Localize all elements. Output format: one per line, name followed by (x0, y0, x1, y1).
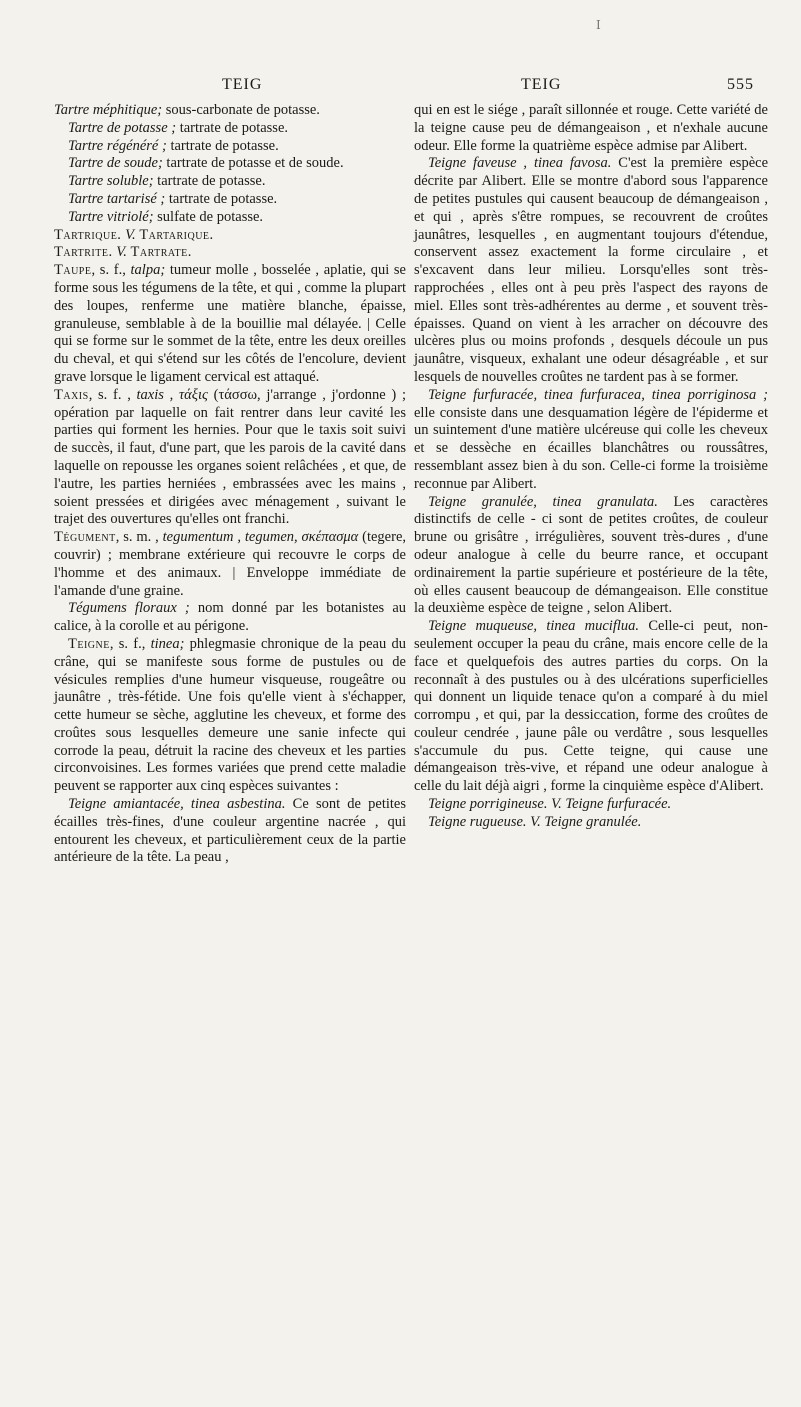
entry-paragraph (54, 138, 406, 156)
entry-paragraph (414, 814, 768, 832)
entry-term: V. (112, 244, 127, 261)
entry-paragraph (54, 209, 406, 227)
entry-grammar: , s. m. , (115, 529, 163, 546)
entry-definition: Celle-ci peut, non-seulement occuper la peau du crâne, mais encore celle de la face et quelquefois des autres parties du corps. On la reconnaît à des pustules ou à des ulcérations superficielles qui donnent un liquide tenace qu'on a comparé à du miel corrompu , et qui, par la dessiccation, forme des croûtes de couleur cendrée , jaune pâle ou verdâtre , sous lesquelles s'accumule du pus. Cette teigne, qui cause une démangeaison très-vive, et répand une odeur analogue à celle du lait déjà aigri , forme la cinquième espèce d'Alibert. (414, 618, 769, 795)
entry-headword: Teigne (68, 635, 110, 652)
entry-crossref: Tartrate. (130, 244, 192, 261)
entry-headword: Tartrite. (54, 244, 113, 261)
entry-definition: tartrate de potasse et de soude. (162, 155, 344, 172)
corner-mark: I (596, 18, 601, 32)
entry-paragraph (54, 173, 406, 191)
entry-term: Tégumens floraux ; (68, 600, 190, 617)
page-number: 555 (727, 76, 754, 93)
entry-crossref: Tartarique. (139, 226, 214, 243)
entry-definition: tumeur molle , bosselée , aplatie, qui se forme sous les tégumens de la tête, et qui , comme la plupart des loupes, renferme une matière blanche, épaisse, granuleuse, semblable à de la bouillie mal délayée. | Celle qui se forme sur le sommet de la tête, entre les deux oreilles du cheval, et qui s'étend sur les côtés de l'encolure, devient grave lorsque le ligament cervical est attaqué. (54, 262, 406, 385)
entry-paragraph (54, 102, 406, 120)
entry-paragraph (54, 529, 406, 600)
entry-latin-term: talpa; (130, 262, 166, 279)
entry-paragraph (414, 102, 768, 155)
entry-definition: (tegere, couvrir) ; membrane extérieure qui recouvre le corps de l'homme et des animaux. | Enveloppe immédiate de l'amande d'une graine. (54, 529, 407, 599)
entry-definition: qui en est le siége , paraît sillonnée et rouge. Cette variété de la teigne cause peu de démangeaison , et n'exhale aucune odeur. Elle forme la quatrième espèce admise par Alibert. (414, 102, 768, 154)
entry-paragraph (414, 618, 768, 796)
entry-paragraph (54, 636, 406, 796)
entry-paragraph (54, 120, 406, 138)
entry-term: Tartre vitriolé; (68, 208, 154, 225)
entry-definition: sulfate de potasse. (153, 208, 264, 225)
entry-definition: phlegmasie chronique de la peau du crâne, qui se manifeste sous forme de pustules ou de vésicules remplies d'une humeur visqueuse, rougeâtre ou jaunâtre , très-fétide. Une fois qu'elle vient à s'échapper, cette humeur se sèche, agglutine les cheveux, et forme des croûtes sous lesquelles demeure une sanie infecte qui corrode la peau, détruit la racine des cheveux et les parties circonvoisines. Les formes variées que prend cette maladie peuvent se rapporter aux cinq espèces suivantes : (54, 635, 406, 795)
entry-definition: sous-carbonate de potasse. (162, 102, 320, 118)
entry-term: Teigne faveuse , tinea favosa. (428, 155, 612, 172)
entry-term: Teigne amiantacée, tinea asbestina. (68, 796, 286, 813)
entry-paragraph (414, 494, 768, 619)
entry-paragraph (414, 387, 768, 494)
entry-paragraph (54, 155, 406, 173)
entry-definition: tartrate de potasse. (153, 173, 266, 190)
right-column (414, 102, 768, 832)
entry-term: Tartre tartarisé ; (68, 190, 166, 207)
entry-headword: Taxis (54, 386, 89, 403)
entry-definition: tartrate de potasse. (176, 119, 289, 136)
entry-definition: tartrate de potasse. (165, 190, 278, 207)
entry-term: Tartre méphitique; (54, 102, 163, 118)
entry-definition: nom donné par les botanistes au calice, à la corolle et au périgone. (54, 600, 407, 635)
entry-definition: elle consiste dans une desquamation légère de l'épiderme et un suintement d'une matière ulcéreuse qui colle les cheveux et se dessèche en écailles blanchâtres ou roussâtres, ressemblant assez bien à du son. Celle-ci forme la troisième reconnue par Alibert. (414, 404, 768, 492)
running-head-right: TEIG (521, 76, 562, 93)
entry-term: V. (121, 226, 136, 243)
entry-definition: Les caractères distinctifs de celle - ci sont de petites croûtes, de couleur brune ou grisâtre , irrégulières, souvent très-dures , d'une odeur analogue à celle du beurre rance, et occupant ordinairement la partie supérieure et postérieure de la tête, où elles causent beaucoup de démangeaison. Elle constitue la deuxième espèce de teigne , selon Alibert. (414, 493, 768, 617)
entry-paragraph (54, 191, 406, 209)
entry-paragraph (54, 227, 406, 245)
entry-term: Teigne muqueuse, tinea muciflua. (428, 618, 640, 635)
entry-paragraph (414, 155, 768, 386)
entry-term: Tartre régénéré ; (68, 137, 167, 154)
entry-grammar: , s. f. , (88, 386, 137, 403)
entry-headword: Tartrique. (54, 226, 122, 243)
entry-term: Tartre soluble; (68, 173, 154, 190)
entry-latin-term: tegumentum , tegumen, σκέπασμα (162, 529, 359, 546)
entry-paragraph (54, 244, 406, 262)
entry-definition: Ce sont de petites écailles très-fines, d'une couleur argentine nacrée , qui entourent les cheveux, et particulièrement ceux de la partie antérieure de la tête. La peau , (54, 796, 406, 866)
entry-grammar: , s. f., (109, 635, 151, 652)
entry-term: Teigne granulée, tinea granulata. (428, 493, 658, 510)
entry-latin-term: tinea; (150, 635, 185, 652)
entry-latin-term: taxis , τάξις (136, 386, 208, 403)
entry-definition: (τάσσω, j'arrange , j'ordonne ) ; opération par laquelle on fait rentrer dans leur cavité les parties qui forment les hernies. Pour que le taxis soit suivi de succès, il faut, d'une part, que les parois de la cavité dans laquelle on repousse les organes soient relâchées , et que, de l'autre, les parties herniées , embrassées avec les mains , soient pressées et dirigées avec ménagement , suivant le trajet des ouvertures qu'elles ont franchi. (54, 386, 406, 528)
entry-term: Tartre de potasse ; (68, 119, 177, 136)
entry-term: Teigne rugueuse. V. Teigne granulée. (428, 813, 642, 830)
entry-paragraph (414, 796, 768, 814)
entry-paragraph (54, 600, 406, 636)
entry-grammar: , s. f., (91, 262, 131, 279)
entry-paragraph (54, 796, 406, 867)
entry-term: Tartre de soude; (68, 155, 163, 172)
entry-headword: Taupe (54, 262, 92, 279)
entry-paragraph (54, 262, 406, 387)
entry-headword: Tégument (54, 529, 116, 546)
running-head-left: TEIG (222, 76, 263, 93)
left-column (54, 102, 406, 867)
entry-paragraph (54, 387, 406, 529)
entry-term: Teigne furfuracée, tinea furfuracea, tinea porriginosa ; (428, 386, 768, 403)
entry-definition: C'est la première espèce décrite par Alibert. Elle se montre d'abord sous l'apparence de petites pustules qui causent beaucoup de démangeaison , et qui , après s'être rompues, se recouvrent de croûtes jaunâtres, lesquelles , en augmentant toujours d'étendue, conservent assez exactement la forme circulaire , et s'excavent dans leur milieu. Lorsqu'elles sont très-rapprochées , elles ont à peu près l'aspect des rayons de miel. Elles sont très-adhérentes au derme , et souvent très-épaisses. Quand on vient à les arracher on découvre des ulcères plus ou moins profonds , desquels découle un pus jaunâtre, visqueux, exhalant une odeur désagréable , et sur lesquels de nouvelles croûtes ne tardent pas à se former. (414, 155, 769, 385)
entry-definition: tartrate de potasse. (166, 137, 279, 154)
entry-term: Teigne porrigineuse. V. Teigne furfuracée. (428, 796, 672, 813)
